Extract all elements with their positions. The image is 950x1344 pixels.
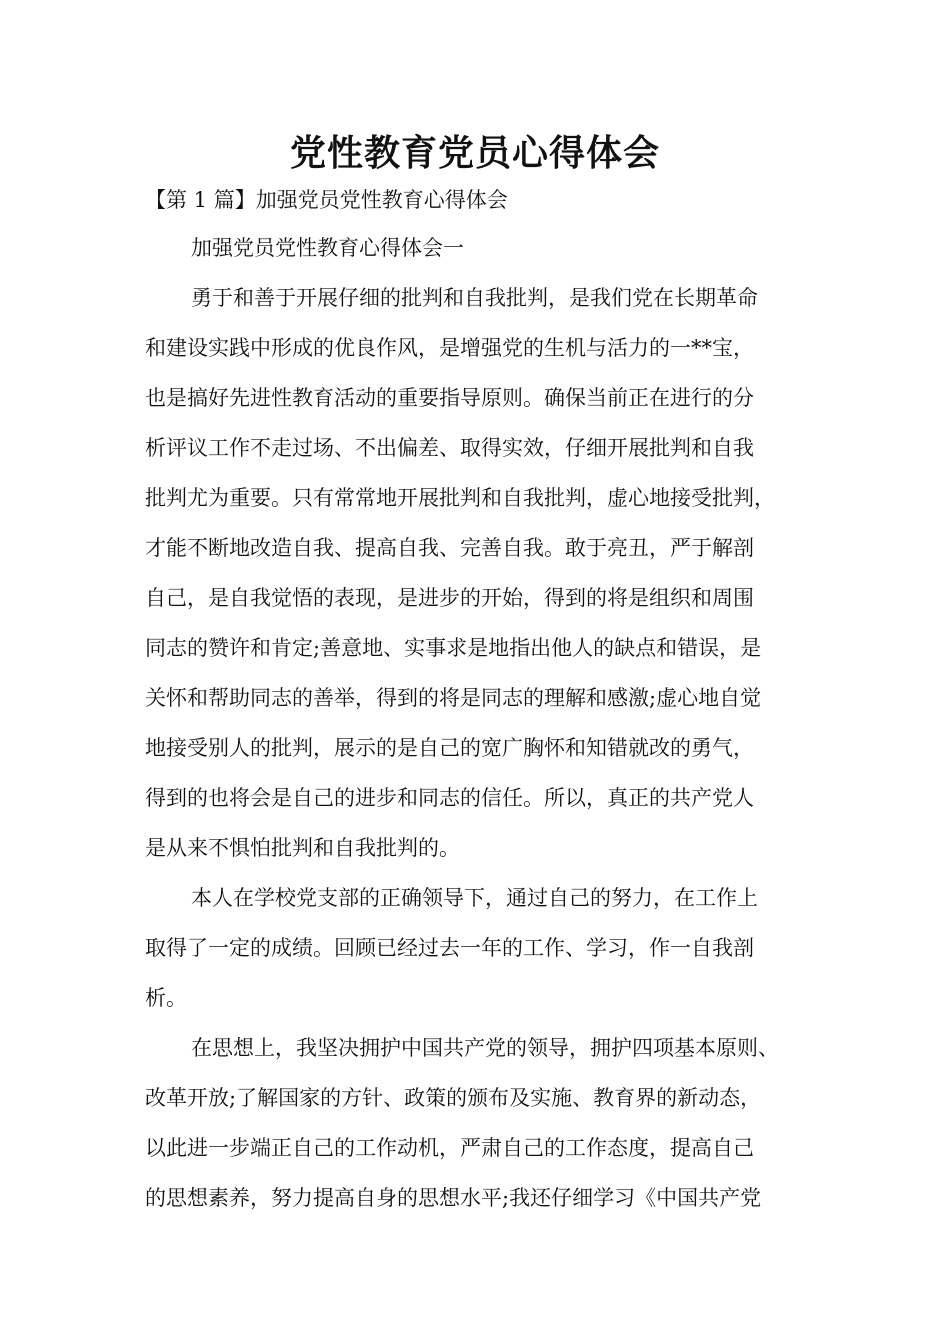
paragraph-line: 得到的也将会是自己的进步和同志的信任。所以，真正的共产党人 xyxy=(145,786,754,810)
paragraph-line: 改革开放;了解国家的方针、政策的颁布及实施、教育界的新动态， xyxy=(145,1086,762,1110)
paragraph-line: 析评议工作不走过场、不出偏差、取得实效，仔细开展批判和自我 xyxy=(145,436,754,460)
paragraph-line: 本人在学校党支部的正确领导下，通过自己的努力，在工作上 xyxy=(191,886,758,910)
paragraph-line: 以此进一步端正自己的工作动机，严肃自己的工作态度，提高自己 xyxy=(145,1136,754,1160)
paragraph-line: 在思想上，我坚决拥护中国共产党的领导，拥护四项基本原则、 xyxy=(191,1036,779,1060)
document-title: 党性教育党员心得体会 xyxy=(289,132,660,174)
paragraph-line: 析。 xyxy=(145,986,187,1010)
document-body xyxy=(145,223,825,1223)
paragraph-line: 是从来不惧怕批判和自我批判的。 xyxy=(145,836,460,860)
subheading: 加强党员党性教育心得体会一 xyxy=(191,236,464,260)
paragraph-line: 取得了一定的成绩。回顾已经过去一年的工作、学习，作一自我剖 xyxy=(145,936,754,960)
paragraph-line: 批判尤为重要。只有常常地开展批判和自我批判，虚心地接受批判， xyxy=(145,486,775,510)
paragraph-line: 关怀和帮助同志的善举，得到的将是同志的理解和感激;虚心地自觉 xyxy=(145,686,762,710)
paragraph-line: 自己，是自我觉悟的表现，是进步的开始，得到的将是组织和周围 xyxy=(145,586,754,610)
paragraph-line: 地接受别人的批判，展示的是自己的宽广胸怀和知错就改的勇气， xyxy=(145,736,754,760)
paragraph-line: 和建设实践中形成的优良作风，是增强党的生机与活力的一**宝， xyxy=(145,336,754,360)
paragraph-line: 才能不断地改造自我、提高自我、完善自我。敢于亮丑，严于解剖 xyxy=(145,536,754,560)
paragraph-line: 也是搞好先进性教育活动的重要指导原则。确保当前正在进行的分 xyxy=(145,386,754,410)
paragraph-line: 的思想素养，努力提高自身的思想水平;我还仔细学习《中国共产党 xyxy=(145,1186,762,1210)
paragraph-line: 同志的赞许和肯定;善意地、实事求是地指出他人的缺点和错误，是 xyxy=(145,636,762,660)
section-heading: 【第 1 篇】加强党员党性教育心得体会 xyxy=(145,188,508,212)
paragraph-line: 勇于和善于开展仔细的批判和自我批判，是我们党在长期革命 xyxy=(191,286,758,310)
